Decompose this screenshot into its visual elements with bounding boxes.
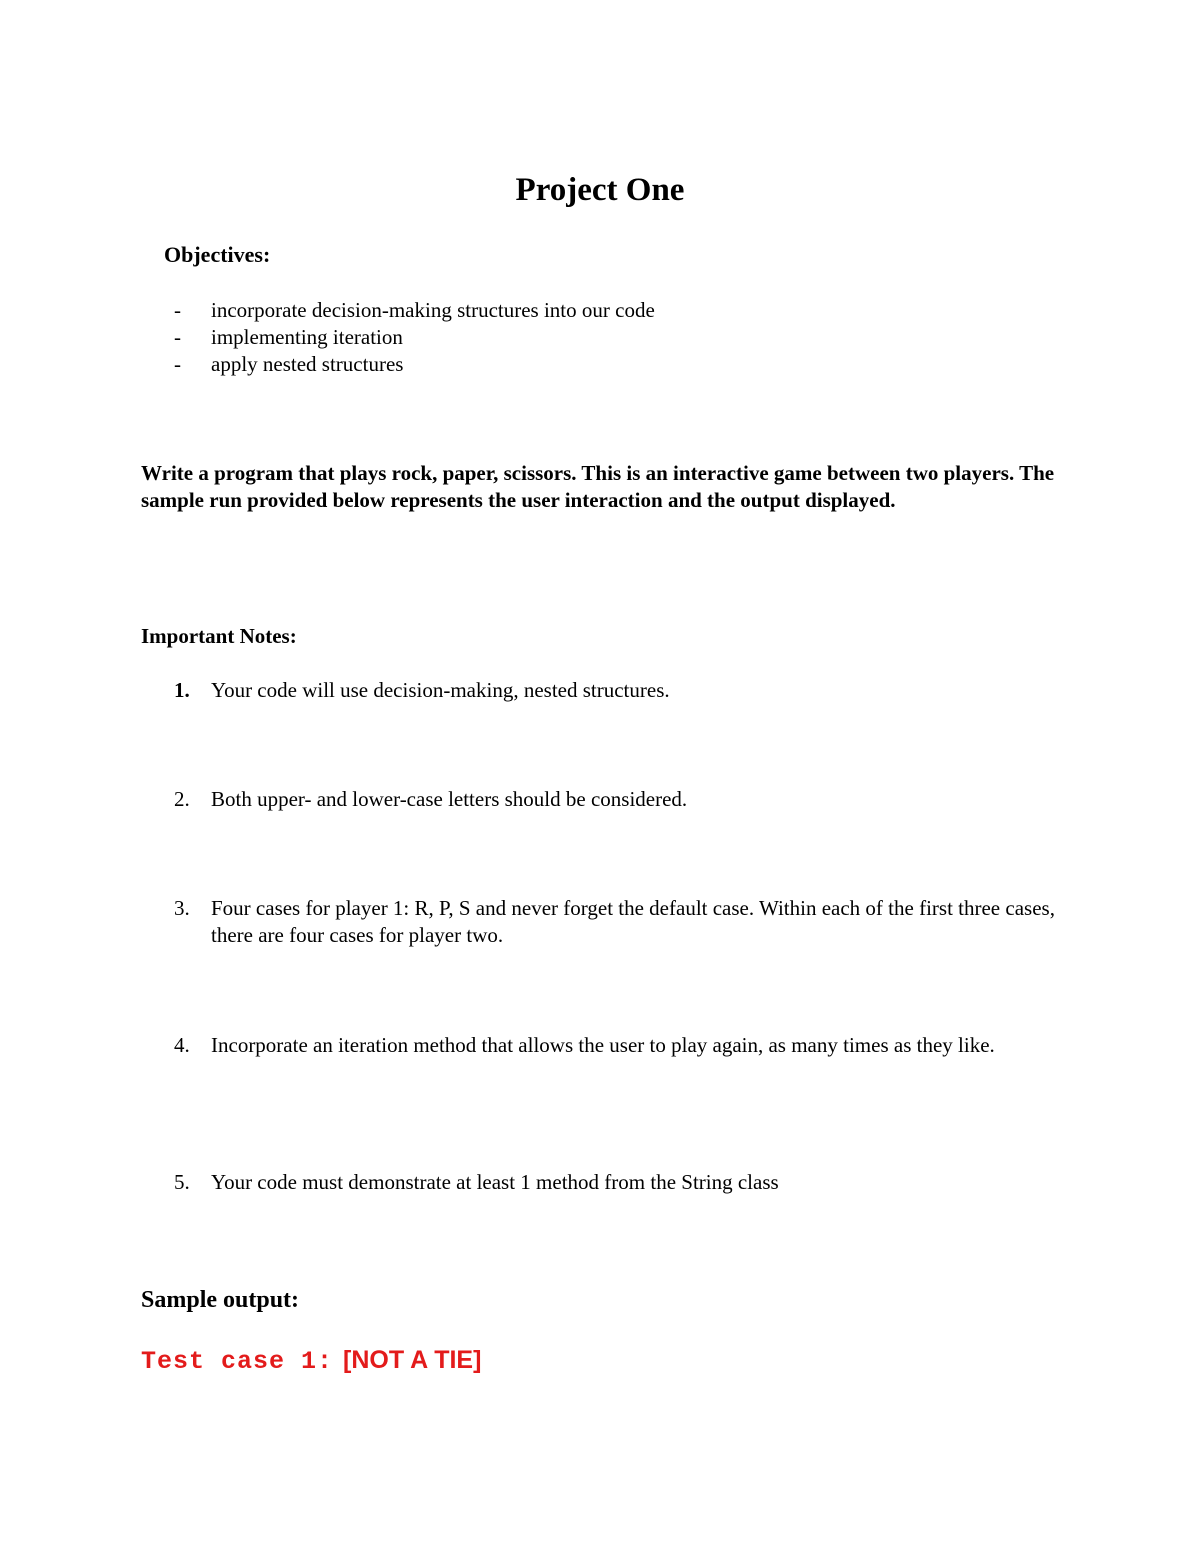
note-number: 5. xyxy=(174,1170,190,1194)
note-text: Both upper- and lower-case letters should be considered. xyxy=(211,787,688,811)
objectives-heading: Objectives: xyxy=(164,242,271,267)
note-text: Four cases for player 1: R, P, S and never forget the default case. Within each of the first three cases, there are four cases for player two. xyxy=(211,896,1055,947)
page-title: Project One xyxy=(515,172,685,208)
test-case-title: Test case 1: xyxy=(141,1347,334,1376)
test-case-note: [NOT A TIE] xyxy=(343,1346,482,1374)
note-number: 4. xyxy=(174,1033,190,1057)
note-text: Incorporate an iteration method that allows the user to play again, as many times as they like. xyxy=(211,1033,995,1057)
note-text: Your code must demonstrate at least 1 method from the String class xyxy=(211,1170,779,1194)
note-number: 3. xyxy=(174,896,190,920)
objective-text: implementing iteration xyxy=(211,325,403,349)
assignment-intro: Write a program that plays rock, paper, scissors. This is an interactive game between two players. The sample run provided below represents the user interaction and the output displayed. xyxy=(141,461,1055,512)
test-case-label xyxy=(141,1343,481,1379)
list-dash: - xyxy=(174,298,181,322)
list-dash: - xyxy=(174,352,181,376)
important-notes-heading: Important Notes: xyxy=(141,624,297,648)
objective-text: incorporate decision-making structures into our code xyxy=(211,298,655,322)
note-text: Your code will use decision-making, nested structures. xyxy=(211,678,670,702)
note-number: 1. xyxy=(174,678,190,702)
sample-output-heading: Sample output: xyxy=(141,1287,300,1313)
note-number: 2. xyxy=(174,787,190,811)
list-dash: - xyxy=(174,325,181,349)
objective-text: apply nested structures xyxy=(211,352,404,376)
